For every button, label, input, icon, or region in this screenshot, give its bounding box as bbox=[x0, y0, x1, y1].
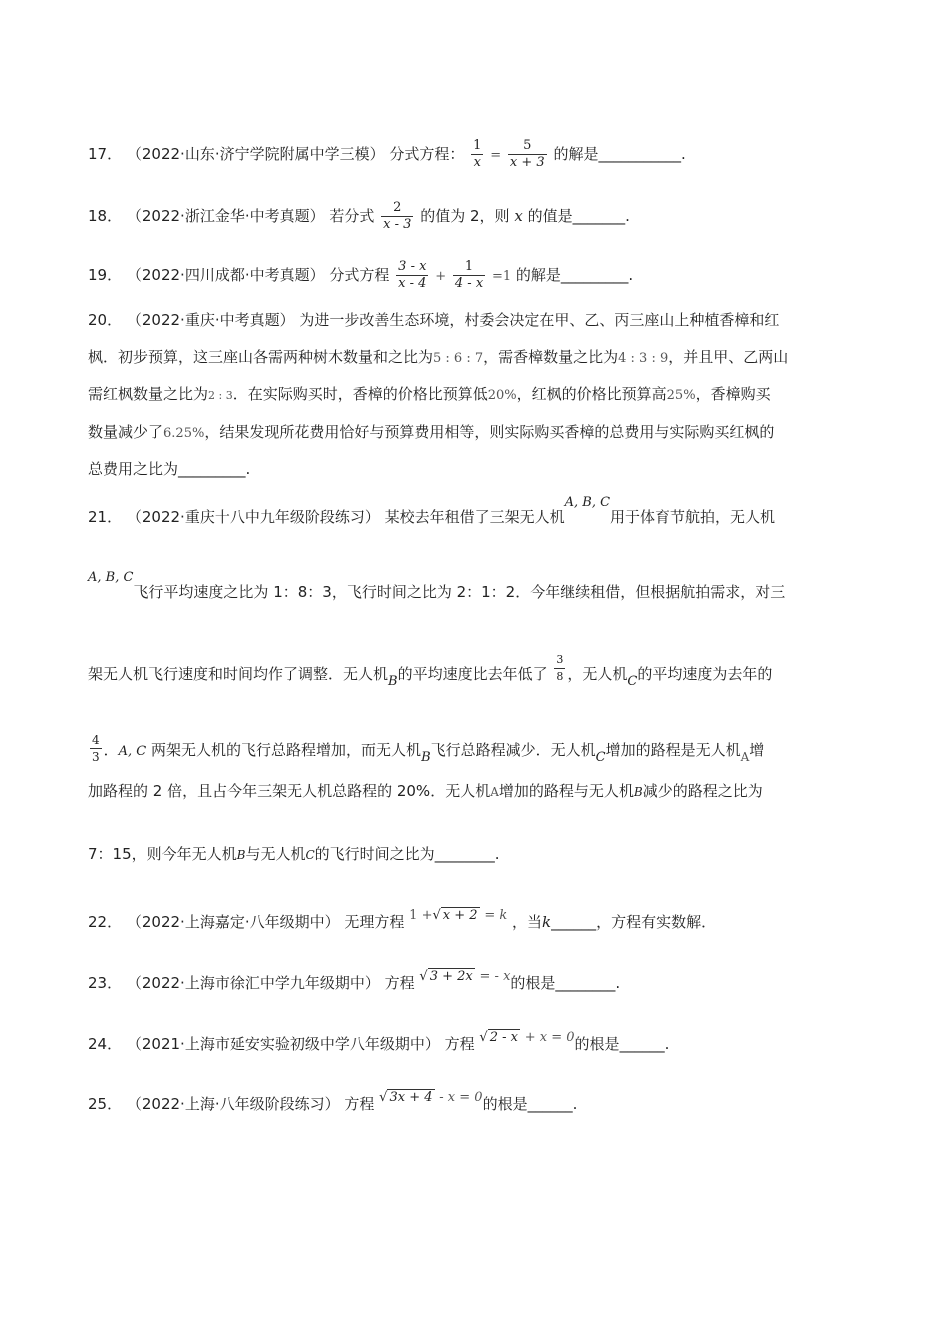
question-source: （2022·浙江金华·中考真题） bbox=[126, 207, 325, 225]
question-source: （2022·上海·八年级阶段练习） bbox=[126, 1095, 340, 1113]
fraction: $\frac{3}{8}$ bbox=[556, 653, 564, 683]
question-17: 17． （2022·山东·济宁学院附属中学三模） 分式方程： $\frac{1}{x}$ = $\frac{5}{x + 3}$ 的解是___________. bbox=[88, 138, 686, 170]
question-25: 25． （2022·上海·八年级阶段练习） 方程 √ 3x + 4 - x = 0的根是______. bbox=[88, 1086, 577, 1114]
answer-blank[interactable]: _______ bbox=[572, 207, 626, 225]
sqrt-symbol: √ 3 + 2x bbox=[419, 969, 473, 984]
question-number: 20． bbox=[88, 311, 123, 329]
question-source: （2022·重庆·中考真题） bbox=[126, 311, 295, 329]
question-21-line-6: 7：15，则今年无人机B与无人机C的飞行时间之比为________. bbox=[88, 845, 500, 863]
question-number: 18． bbox=[88, 207, 123, 225]
answer-blank[interactable]: ______ bbox=[527, 1095, 573, 1113]
equation: √ 2 - x + x = 0 bbox=[479, 1027, 574, 1045]
question-20-line-5: 总费用之比为_________. bbox=[88, 460, 251, 478]
question-20-line-3: 需红枫数量之比为2 : 3．在实际购买时，香樟的价格比预算低20%，红枫的价格比预算高25%，香樟购买 bbox=[88, 385, 771, 403]
question-source: （2022·山东·济宁学院附属中学三模） bbox=[126, 145, 385, 163]
question-source: （2022·重庆十八中九年级阶段练习） bbox=[126, 508, 380, 526]
fraction: $\frac{4}{3}$ bbox=[92, 733, 100, 764]
question-21-line-1: 21． （2022·重庆十八中九年级阶段练习） 某校去年租借了三架无人机A, B, C用于体育节航拍，无人机 bbox=[88, 495, 776, 526]
sqrt-symbol: √ 3x + 4 bbox=[379, 1090, 433, 1105]
equation: 1 +√ x + 2 = k bbox=[409, 905, 507, 923]
question-24: 24． （2021·上海市延安实验初级中学八年级期中） 方程 √ 2 - x + x = 0的根是______. bbox=[88, 1026, 669, 1054]
equation: √ 3 + 2x = - x bbox=[419, 966, 510, 984]
fraction: $\frac{3 - x}{x - 4}$ bbox=[398, 259, 427, 291]
fraction: $\frac{1}{4 - x}$ bbox=[454, 259, 484, 291]
question-21-line-3: 架无人机飞行速度和时间均作了调整．无人机B的平均速度比去年低了 $\frac{3}{8}$ ，无人机C的平均速度为去年的 bbox=[88, 653, 773, 689]
answer-blank[interactable]: ______ bbox=[551, 913, 597, 931]
question-18: 18． （2022·浙江金华·中考真题） 若分式 $\frac{2}{x - 3}$ 的值为 2，则 x 的值是_______. bbox=[88, 200, 630, 232]
sqrt-symbol: √ x + 2 bbox=[432, 908, 478, 923]
question-22: 22． （2022·上海嘉定·八年级期中） 无理方程 1 +√ x + 2 = k ，当k______，方程有实数解． bbox=[88, 904, 716, 932]
question-source: （2022·上海市徐汇中学九年级期中） bbox=[126, 974, 380, 992]
question-20-line-4: 数量减少了6.25%，结果发现所花费用恰好与预算费用相等，则实际购买香樟的总费用与实际购买红枫的 bbox=[88, 423, 775, 441]
fraction: $\frac{5}{x + 3}$ bbox=[509, 138, 545, 170]
question-number: 23． bbox=[88, 974, 123, 992]
question-21-line-5: 加路程的 2 倍，且占今年三架无人机总路程的 20%．无人机A增加的路程与无人机B减少的路程之比为 bbox=[88, 782, 763, 800]
question-20-line-2: 枫．初步预算，这三座山各需两种树木数量和之比为5 : 6 : 7，需香樟数量之比为4 : 3 : 9，并且甲、乙两山 bbox=[88, 348, 789, 366]
question-19: 19． （2022·四川成都·中考真题） 分式方程 $\frac{3 - x}{x - 4}$ + $\frac{1}{4 - x}$ =1 的解是_________. bbox=[88, 259, 634, 291]
question-source: （2022·四川成都·中考真题） bbox=[126, 266, 325, 284]
question-number: 24． bbox=[88, 1035, 123, 1053]
answer-blank[interactable]: ______ bbox=[619, 1035, 665, 1053]
answer-blank[interactable]: ___________ bbox=[598, 145, 681, 163]
answer-blank[interactable]: _________ bbox=[178, 460, 246, 478]
question-23: 23． （2022·上海市徐汇中学九年级期中） 方程 √ 3 + 2x = - x的根是________. bbox=[88, 965, 620, 993]
answer-blank[interactable]: _________ bbox=[560, 266, 629, 284]
question-source: （2022·上海嘉定·八年级期中） bbox=[126, 913, 340, 931]
question-21-line-2: A, B, C飞行平均速度之比为 1：8：3，飞行时间之比为 2：1：2．今年继续租借，但根据航拍需求，对三 bbox=[88, 570, 786, 601]
question-number: 19． bbox=[88, 266, 123, 284]
answer-blank[interactable]: ________ bbox=[555, 974, 616, 992]
question-number: 21． bbox=[88, 508, 123, 526]
fraction: $\frac{1}{x}$ bbox=[473, 138, 482, 170]
fraction: $\frac{2}{x - 3}$ bbox=[383, 200, 412, 232]
question-source: （2021·上海市延安实验初级中学八年级期中） bbox=[126, 1035, 440, 1053]
question-number: 25． bbox=[88, 1095, 123, 1113]
question-number: 22． bbox=[88, 913, 123, 931]
question-20-line-1: 20． （2022·重庆·中考真题） 为进一步改善生态环境，村委会决定在甲、乙、丙三座山上种植香樟和红 bbox=[88, 311, 780, 329]
equation: √ 3x + 4 - x = 0 bbox=[379, 1087, 482, 1105]
question-number: 17． bbox=[88, 145, 123, 163]
answer-blank[interactable]: ________ bbox=[434, 845, 495, 863]
question-21-line-4: $\frac{4}{3}$ ．A, C 两架无人机的飞行总路程增加，而无人机B飞行总路程减少．无人机C增加的路程是无人机$_A$增 bbox=[92, 733, 765, 765]
sqrt-symbol: √ 2 - x bbox=[479, 1030, 518, 1045]
